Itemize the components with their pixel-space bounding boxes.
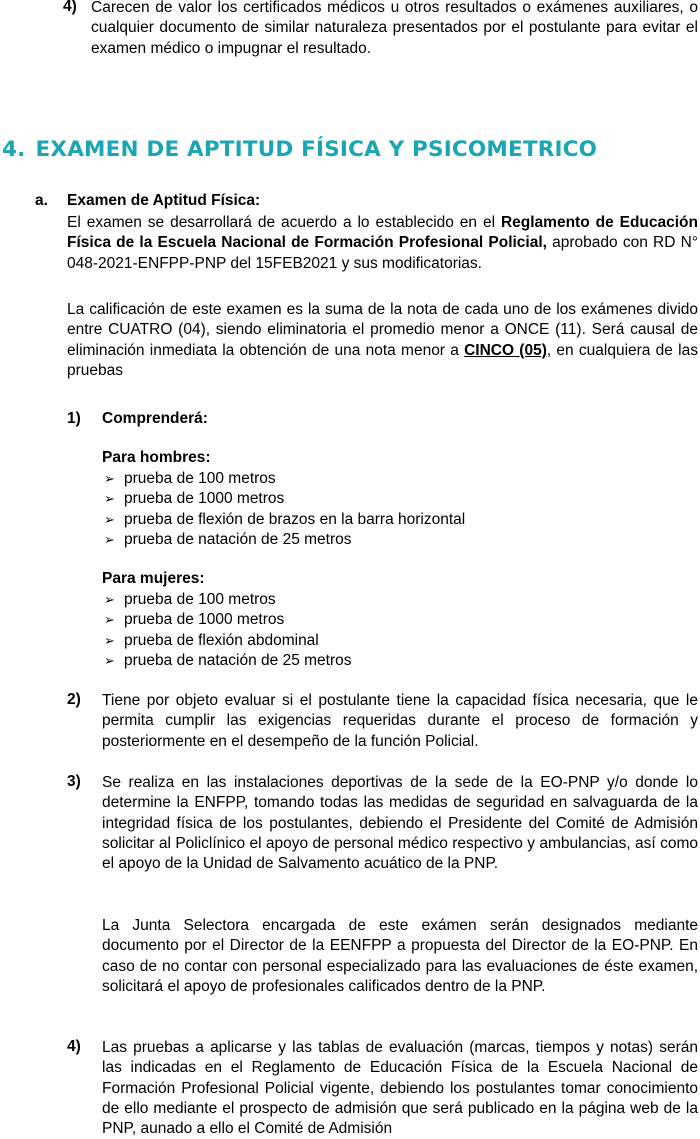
paragraph-item4-prev: Carecen de valor los certificados médicos u otros resultados o exámenes auxiliares, o cualquier documento de similar naturaleza presentados por el postulante para evitar el examen médico o impugnar el resultado.: [91, 0, 698, 57]
men-title: Para hombres:: [102, 449, 211, 466]
paragraph-item2: Tiene por objeto evaluar si el postulante tiene la capacidad física necesaria, que le permita cumplir las exigencias requeridas durante el proceso de formación y posteriormente en el desempeño de la función Policial.: [102, 692, 698, 750]
list-item: ➢ prueba de 100 metros: [102, 469, 692, 489]
arrow-bullet-icon: ➢: [104, 652, 115, 668]
arrow-bullet-icon: ➢: [104, 471, 115, 486]
item-number: 4): [63, 0, 77, 15]
item1-title: Comprenderá:: [102, 410, 208, 427]
p2-text: La calificación de este examen es la suma de la nota de cada uno de los exámenes divido entre CUATRO (04), siendo eliminatoria el promedio menor a ONCE (11). Será causal de eliminación inmediata la obtención de una nota menor a: [67, 301, 698, 359]
arrow-bullet-icon: ➢: [104, 592, 115, 607]
arrow-bullet-icon: ➢: [104, 491, 115, 507]
list-item: ➢ prueba de flexión abdominal: [102, 631, 692, 651]
subsection-title: Examen de Aptitud Física:: [67, 192, 261, 209]
women-title: Para mujeres:: [102, 570, 205, 587]
item-number: 4): [67, 1038, 81, 1055]
arrow-bullet-icon: ➢: [104, 531, 115, 547]
men-list: [102, 469, 692, 550]
p1-tail-text: aprobado con RD N° 048-2021-ENFPP-PNP del 15FEB2021 y sus modificatorias.: [67, 234, 698, 272]
women-list: [102, 590, 692, 671]
item-number: 2): [67, 691, 81, 708]
p2-underlined-text: CINCO (05): [464, 341, 547, 359]
p1-text: El examen se desarrollará de acuerdo a lo establecido en el: [67, 214, 501, 231]
paragraph-item3-2: La Junta Selectora encargada de este exámen serán designados mediante documento por el Director de la EENFPP a propuesta del Director de la EO-PNP. En caso de no contar con personal especializado para las evaluaciones de éste examen, solicitará el apoyo de profesionales calificados dentro de la PNP.: [102, 917, 698, 995]
subsection-letter: a.: [35, 192, 48, 209]
arrow-bullet-icon: ➢: [104, 511, 115, 527]
arrow-bullet-icon: ➢: [104, 612, 115, 628]
list-item: ➢ prueba de 100 metros: [102, 590, 692, 610]
paragraph-sub-a-1: [67, 213, 698, 274]
section-number: 4.: [2, 137, 26, 162]
list-item: ➢ prueba de 1000 metros: [102, 489, 692, 509]
section-heading: [2, 137, 700, 162]
paragraph-sub-a-2: [67, 300, 698, 381]
paragraph-item3: Se realiza en las instalaciones deportivas de la sede de la EO-PNP y/o donde lo determine la ENFPP, tomando todas las medidas de seguridad en salvaguarda de la integridad física de los postulantes, debiendo el Presidente del Comité de Admisión solicitar al Policlínico el apoyo de personal médico respectivo y ambulancias, así como el apoyo de la Unidad de Salvamento acuático de la PNP.: [102, 774, 698, 873]
list-item: ➢ prueba de natación de 25 metros: [102, 530, 692, 550]
list-item: ➢ prueba de flexión de brazos en la barra horizontal: [102, 510, 692, 530]
section-title: EXAMEN DE APTITUD FÍSICA Y PSICOMETRICO: [35, 137, 598, 162]
item-number: 3): [67, 773, 81, 790]
arrow-bullet-icon: ➢: [104, 632, 115, 648]
p2-tail-text: , en cualquiera de las pruebas: [67, 341, 698, 379]
list-item: ➢ prueba de natación de 25 metros: [102, 651, 692, 671]
paragraph-item4: Las pruebas a aplicarse y las tablas de evaluación (marcas, tiempos y notas) serán las indicadas en el Reglamento de Educación Física de la Escuela Nacional de Formación Profesional Policial vigente, debiendo los postulantes tomar conocimiento de ello mediante el prospecto de admisión que será publicado en la página web de la PNP, aunado a ello el Comité de Admisión: [102, 1039, 698, 1138]
item-number: 1): [67, 410, 81, 427]
list-item: ➢ prueba de 1000 metros: [102, 610, 692, 630]
p1-bold-text: Reglamento de Educación Física de la Escuela Nacional de Formación Profesional Policial,: [67, 214, 698, 252]
